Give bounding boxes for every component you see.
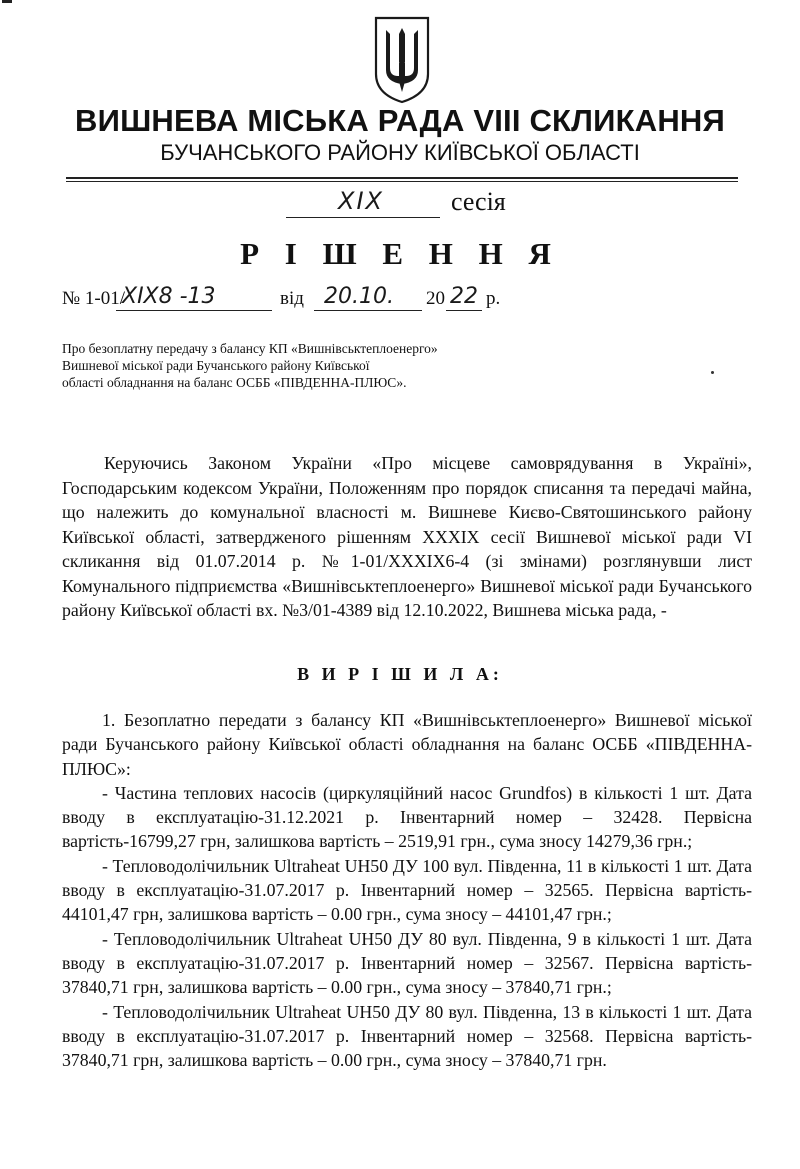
list-item: - Тепловодолічильник Ultraheat UH50 ДУ 80 вул. Південна, 9 в кількості 1 шт. Дата вводу в експлуатацію-31.07.2017 р. Інвентарний номер – 32567. Первісна вартість- 37840,71 грн, залишкова вартість – 0.00 грн., сума зносу – 37840,71 грн.;: [62, 928, 752, 998]
decision-subject: [62, 340, 542, 391]
scan-mark: [2, 0, 12, 3]
header-divider-thick: [66, 177, 738, 179]
decision-date: 20.10.: [324, 284, 394, 309]
decision-year: 22: [450, 284, 478, 309]
scan-speck: [711, 371, 714, 374]
session-line: [286, 187, 546, 221]
number-prefix: № 1-01/: [62, 288, 125, 309]
subject-line: Про безоплатну передачу з балансу КП «Вишнівськтеплоенерго»: [62, 341, 438, 356]
subject-line: Вишневої міської ради Бучанського району Київської: [62, 358, 370, 373]
decision-number-line: [62, 284, 522, 314]
year-suffix: р.: [486, 288, 501, 309]
council-district: БУЧАНСЬКОГО РАЙОНУ КИЇВСЬКОЇ ОБЛАСТІ: [160, 140, 640, 165]
decision-number: XIX8 -13: [122, 284, 216, 309]
council-title: ВИШНЕВА МІСЬКА РАДА VIII СКЛИКАННЯ: [75, 103, 725, 138]
year-prefix: 20: [426, 288, 445, 309]
list-item: - Частина теплових насосів (циркуляційний насос Grundfos) в кількості 1 шт. Дата вводу в експлуатацію-31.12.2021 р. Інвентарний номер – 32428. Первісна вартість-16799,27 грн, залишкова вартість – 2519,91 грн., сума зносу 14279,36 грн.;: [62, 782, 752, 852]
preamble-text: Керуючись Законом України «Про місцеве самоврядування в Україні», Господарським кодексом України, Положенням про порядок списання та передачі майна, що належить до комунальної власності м. Вишневе Києво-Святошинського району Київської області, затвердженого рішенням XXXIX сесії Вишневої міської ради VI скликання від 01.07.2014 р. №1-01/XXXIX6-4 (зі змінами) розглянувши лист Комунального підприємства «Вишнівськтеплоенерго» Вишневої міської ради Бучанського району Київської області вх. №3/01-4389 від 12.10.2022, Вишнева міська рада, -: [62, 453, 752, 620]
item-intro: 1. Безоплатно передати з балансу КП «Вишнівськтеплоенерго» Вишневої міської ради Бучанського району Київської області обладнання на баланс ОСББ «ПІВДЕННА-ПЛЮС»:: [62, 710, 752, 779]
session-number: XIX: [338, 187, 384, 215]
list-item: - Тепловодолічильник Ultraheat UH50 ДУ 100 вул. Південна, 11 в кількості 1 шт. Дата вводу в експлуатацію-31.07.2017 р. Інвентарний номер – 32565. Первісна вартість- 44101,47 грн, залишкова вартість – 0.00 грн., сума зносу – 44101,47 грн.;: [62, 855, 752, 925]
resolved-heading: В И Р І Ш И Л А:: [297, 664, 503, 684]
resolution-items: [62, 708, 752, 1072]
document-title: Р І Ш Е Н Н Я: [240, 236, 560, 271]
list-item: - Тепловодолічильник Ultraheat UH50 ДУ 80 вул. Південна, 13 в кількості 1 шт. Дата вводу в експлуатацію-31.07.2017 р. Інвентарний номер – 32568. Первісна вартість- 37840,71 грн, залишкова вартість – 0.00 грн., сума зносу – 37840,71 грн.: [62, 1001, 752, 1071]
header-divider-thin: [66, 181, 738, 182]
preamble: [62, 451, 752, 623]
from-label: від: [280, 288, 304, 309]
subject-line: області обладнання на баланс ОСББ «ПІВДЕННА-ПЛЮС».: [62, 375, 407, 390]
trident-coat-of-arms-icon: [372, 12, 432, 106]
session-label: сесія: [451, 187, 506, 216]
